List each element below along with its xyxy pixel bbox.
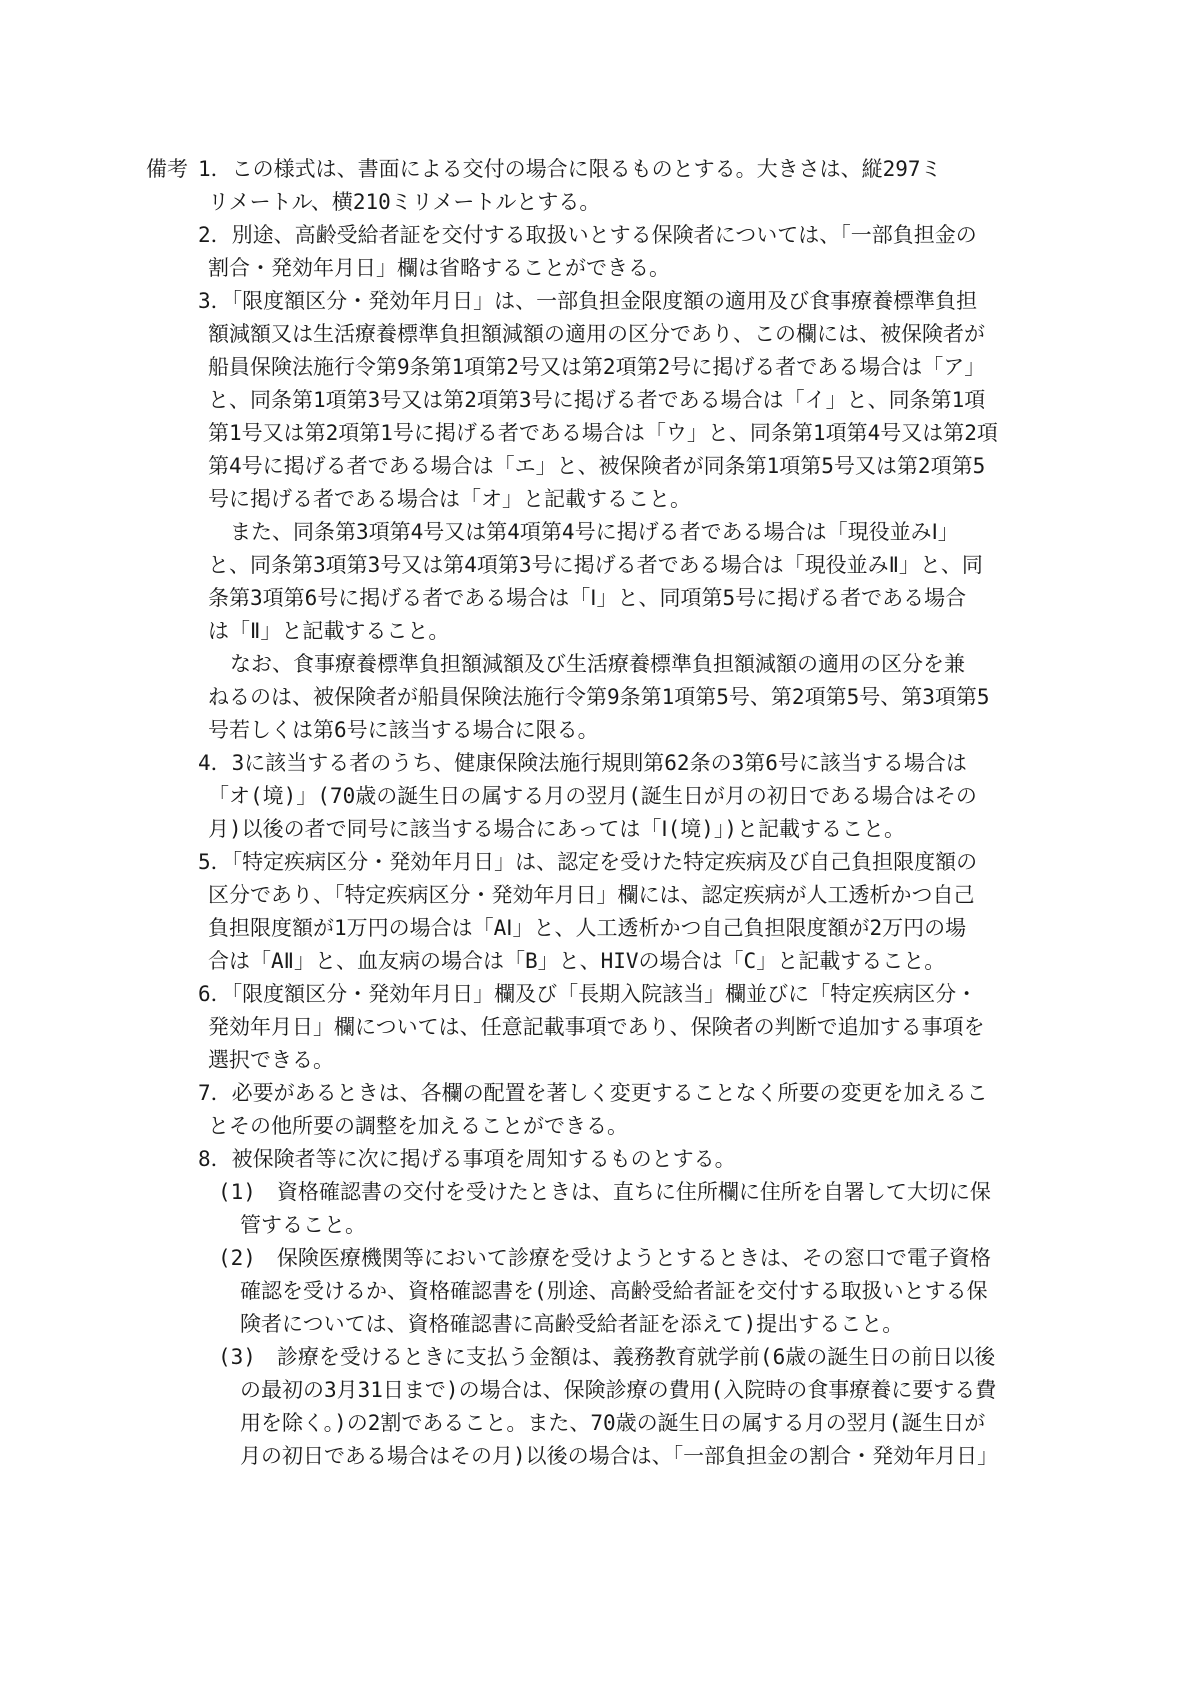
line-1: 1．この様式は、書面による交付の場合に限るものとする。大きさは、縦297ミ [198, 157, 942, 181]
remarks-heading: 備考 [146, 157, 188, 181]
line-39: 用を除く。)の2割であること。また、70歳の誕生日の属する月の翌月(誕生日が [240, 1411, 986, 1435]
line-4: 割合・発効年月日」欄は省略することができる。 [208, 256, 670, 280]
line-38: の最初の3月31日まで)の場合は、保険診療の費用(入院時の食事療養に要する費 [240, 1378, 997, 1402]
line-6: 額減額又は生活療養標準負担額減額の適用の区分であり、この欄には、被保険者が [208, 322, 985, 346]
line-9: 第1号又は第2項第1号に掲げる者である場合は「ウ」と、同条第1項第4号又は第2項 [208, 421, 998, 445]
line-32: (1) 資格確認書の交付を受けたときは、直ちに住所欄に住所を自署して大切に保 [218, 1180, 991, 1204]
line-37: (3) 診療を受けるときに支払う金額は、義務教育就学前(6歳の誕生日の前日以後 [218, 1345, 996, 1369]
line-23: 区分であり、「特定疾病区分・発効年月日」欄には、認定疾病が人工透析かつ自己 [208, 883, 975, 907]
line-35: 確認を受けるか、資格確認書を(別途、高齢受給者証を交付する取扱いとする保 [240, 1279, 988, 1303]
line-27: 発効年月日」欄については、任意記載事項であり、保険者の判断で追加する事項を [208, 1015, 985, 1039]
line-36: 険者については、資格確認書に高齢受給者証を添えて)提出すること。 [240, 1312, 904, 1336]
line-13: と、同条第3項第3号又は第4項第3号に掲げる者である場合は「現役並みⅡ」と、同 [208, 553, 983, 577]
line-24: 負担限度額が1万円の場合は「AⅠ」と、人工透析かつ自己負担限度額が2万円の場 [208, 916, 967, 940]
line-34: (2) 保険医療機関等において診療を受けようとするときは、その窓口で電子資格 [218, 1246, 991, 1270]
line-2: リメートル、横210ミリメートルとする。 [208, 190, 601, 214]
line-40: 月の初日である場合はその月)以後の場合は、「一部負担金の割合・発効年月日」 [240, 1444, 999, 1468]
line-30: とその他所要の調整を加えることができる。 [208, 1114, 628, 1138]
line-20: 「オ(境)」(70歳の誕生日の属する月の翌月(誕生日が月の初日である場合はその [208, 784, 977, 808]
line-15: は「Ⅱ」と記載すること。 [208, 619, 450, 643]
line-11: 号に掲げる者である場合は「オ」と記載すること。 [208, 487, 691, 511]
line-26: 6．「限度額区分・発効年月日」欄及び「長期入院該当」欄並びに「特定疾病区分・ [198, 982, 978, 1006]
line-10: 第4号に掲げる者である場合は「エ」と、被保険者が同条第1項第5号又は第2項第5 [208, 454, 986, 478]
line-3: 2．別途、高齢受給者証を交付する取扱いとする保険者については、「一部負担金の [198, 223, 977, 247]
line-29: 7．必要があるときは、各欄の配置を著しく変更することなく所要の変更を加えるこ [198, 1081, 988, 1105]
line-16: なお、食事療養標準負担額減額及び生活療養標準負担額減額の適用の区分を兼 [230, 652, 965, 676]
line-17: ねるのは、被保険者が船員保険法施行令第9条第1項第5号、第2項第5号、第3項第5 [208, 685, 990, 709]
line-14: 条第3項第6号に掲げる者である場合は「Ⅰ」と、同項第5号に掲げる者である場合 [208, 586, 967, 610]
line-8: と、同条第1項第3号又は第2項第3号に掲げる者である場合は「イ」と、同条第1項 [208, 388, 986, 412]
line-12: また、同条第3項第4号又は第4項第4号に掲げる者である場合は「現役並みⅠ」 [230, 520, 959, 544]
line-22: 5．「特定疾病区分・発効年月日」は、認定を受けた特定疾病及び自己負担限度額の [198, 850, 978, 874]
line-18: 号若しくは第6号に該当する場合に限る。 [208, 718, 599, 742]
line-28: 選択できる。 [208, 1048, 334, 1072]
line-25: 合は「AⅡ」と、血友病の場合は「B」と、HIVの場合は「C」と記載すること。 [208, 949, 946, 973]
line-33: 管すること。 [240, 1213, 366, 1237]
line-31: 8．被保険者等に次に掲げる事項を周知するものとする。 [198, 1147, 736, 1171]
line-5: 3．「限度額区分・発効年月日」は、一部負担金限度額の適用及び食事療養標準負担 [198, 289, 978, 313]
line-7: 船員保険法施行令第9条第1項第2号又は第2項第2号に掲げる者である場合は「ア」 [208, 355, 986, 379]
line-19: 4．3に該当する者のうち、健康保険法施行規則第62条の3第6号に該当する場合は [198, 751, 967, 775]
line-21: 月)以後の者で同号に該当する場合にあっては「Ⅰ(境)」)と記載すること。 [208, 817, 906, 841]
